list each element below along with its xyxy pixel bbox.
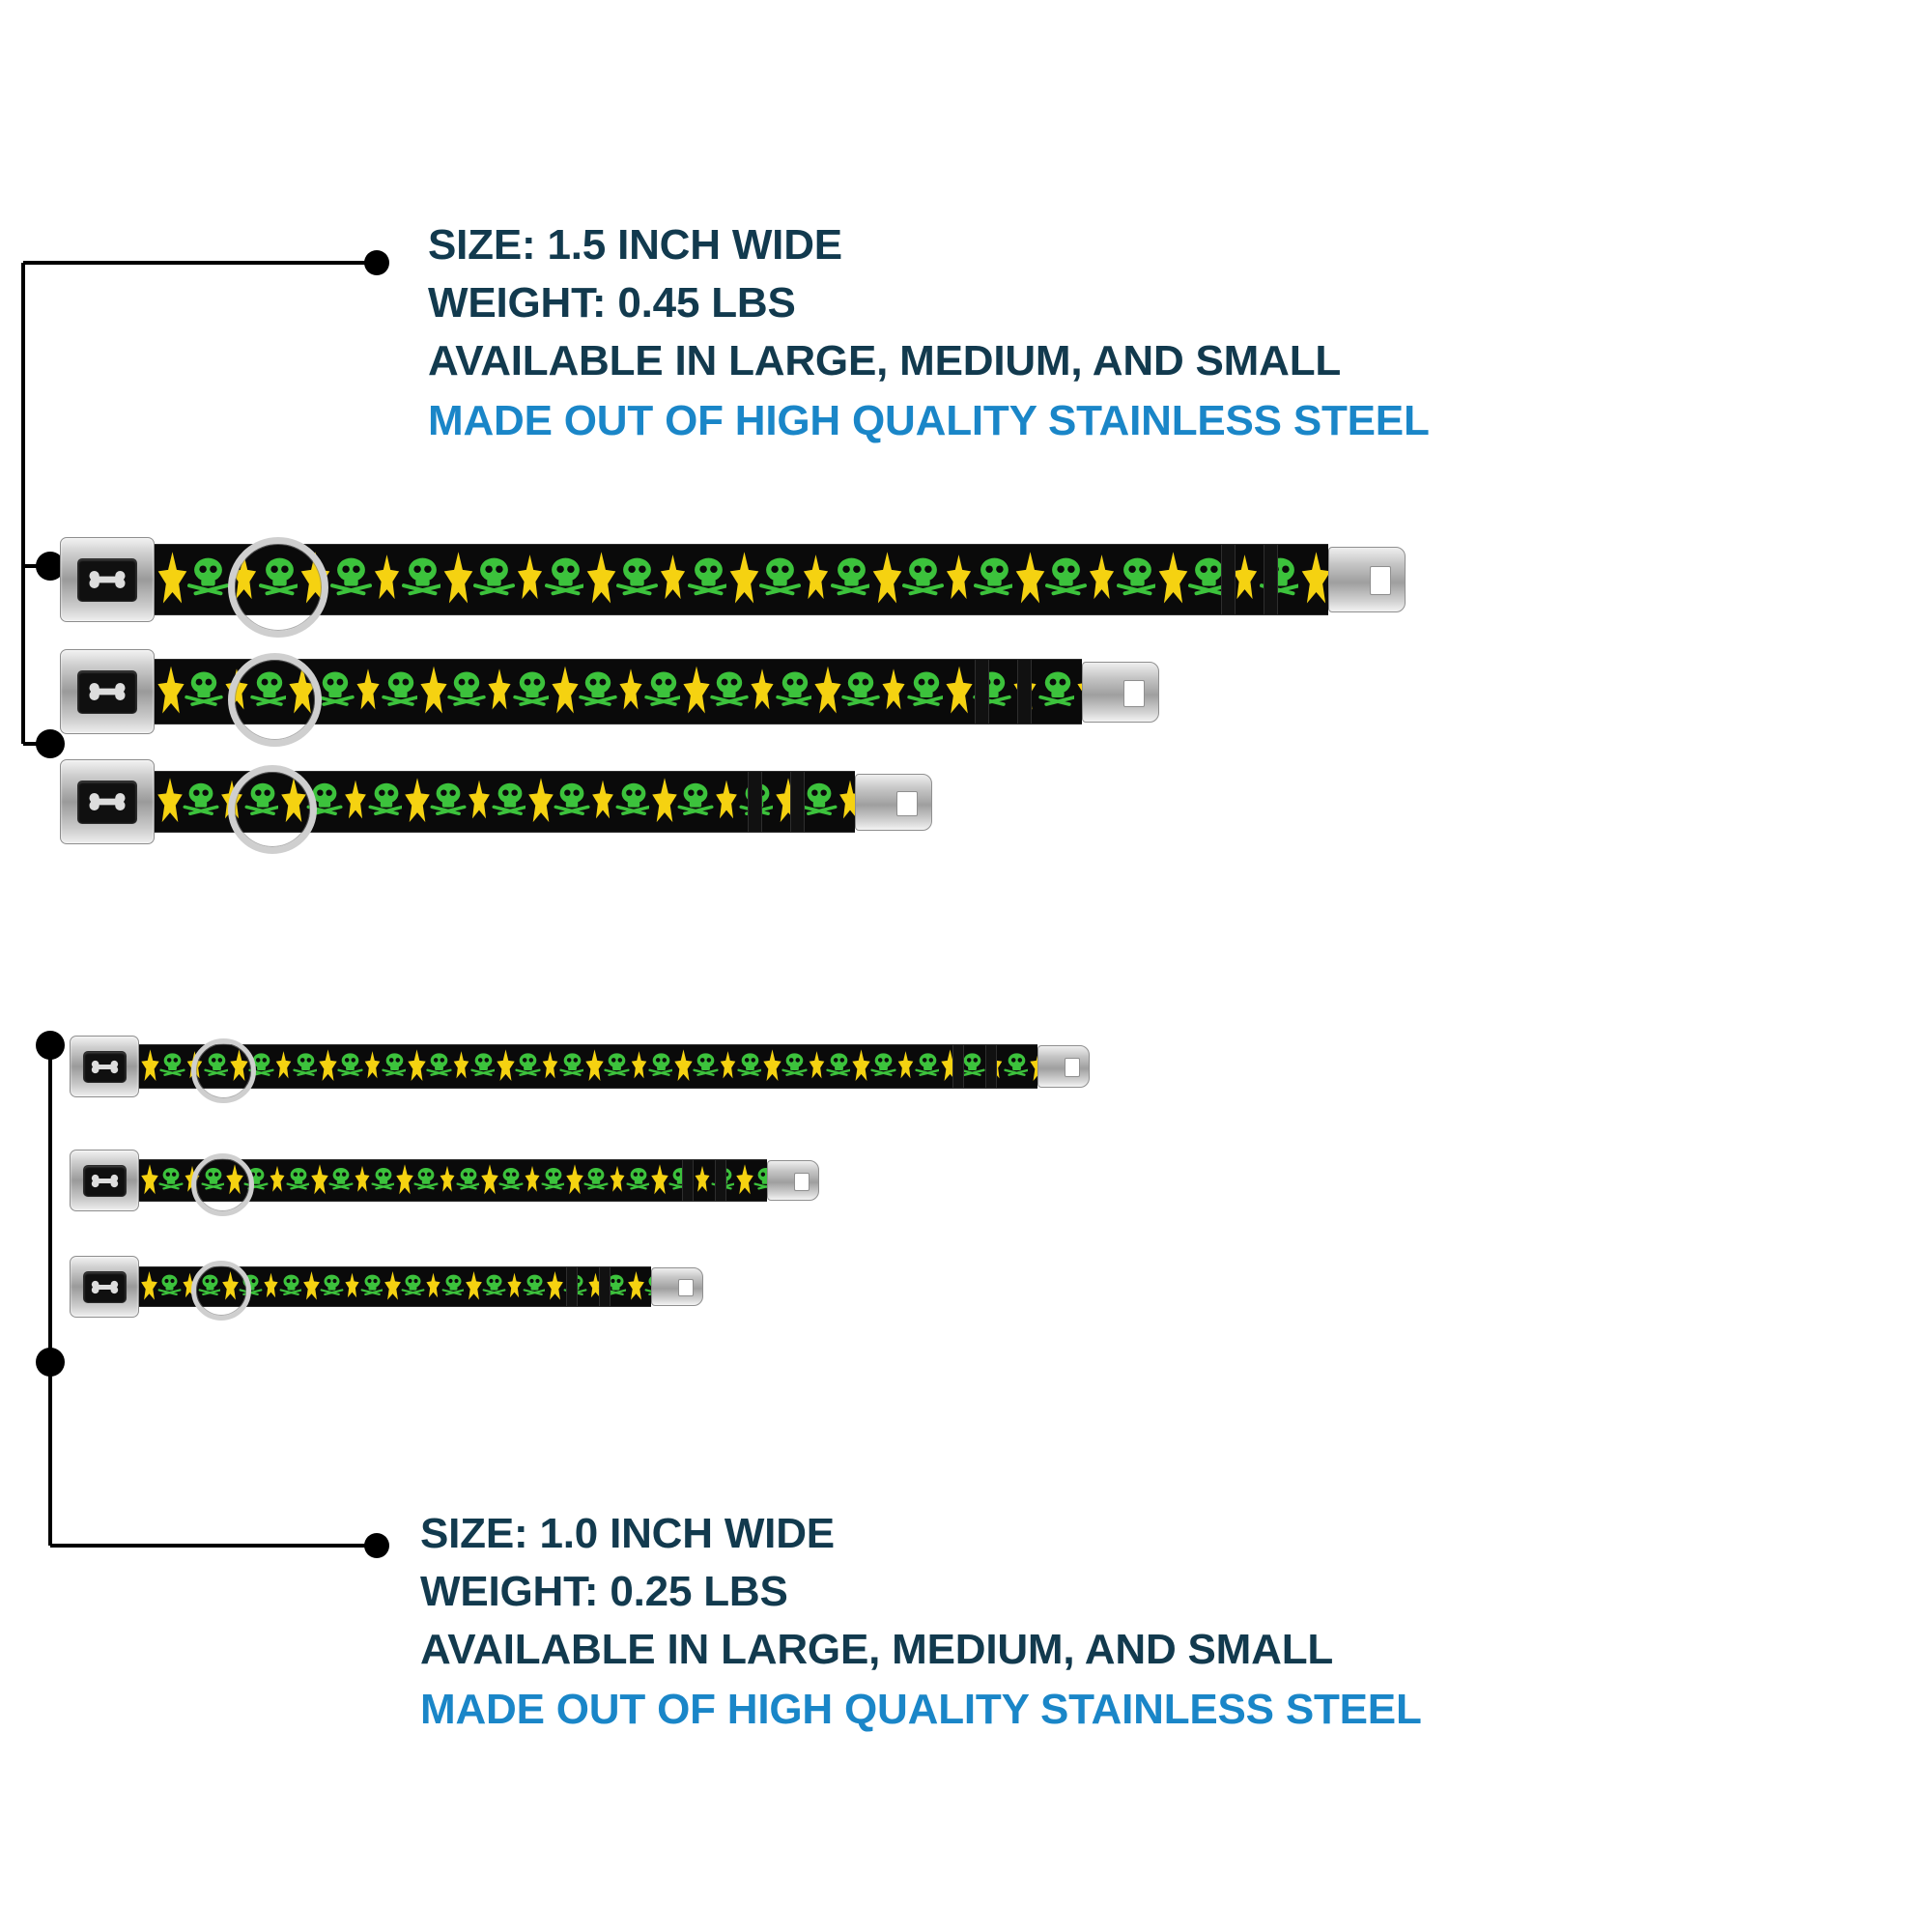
metal-tongue-icon[interactable]: [1082, 662, 1159, 723]
callout-top-weight: WEIGHT: 0.45 LBS: [428, 278, 796, 327]
strap-keeper[interactable]: [1264, 544, 1278, 615]
bone-icon: [77, 670, 137, 714]
tongue-slot: [1123, 680, 1145, 707]
callout-top-availability: AVAILABLE IN LARGE, MEDIUM, AND SMALL: [428, 336, 1342, 384]
leader-dot-icon: [364, 1533, 389, 1558]
strap-keeper[interactable]: [715, 1159, 726, 1202]
collar-1-5-inch-wide-small[interactable]: [60, 759, 932, 844]
bone-icon: [77, 558, 137, 602]
bone-icon: [83, 1271, 127, 1303]
callout-bottom-material: MADE OUT OF HIGH QUALITY STAINLESS STEEL: [420, 1685, 1422, 1733]
strap-keeper[interactable]: [1221, 544, 1236, 615]
metal-tongue-icon[interactable]: [767, 1160, 819, 1201]
d-ring-icon[interactable]: [191, 1261, 251, 1321]
collar-1-0-inch-wide-large[interactable]: [70, 1036, 1090, 1097]
strap-keeper[interactable]: [599, 1266, 611, 1307]
callout-top-material: MADE OUT OF HIGH QUALITY STAINLESS STEEL: [428, 396, 1430, 444]
seatbelt-buckle[interactable]: [60, 649, 155, 734]
leader-dot-icon: [36, 1348, 65, 1377]
metal-tongue-icon[interactable]: [1328, 547, 1406, 612]
collar-strap-large[interactable]: [139, 1044, 1037, 1089]
collar-strap-large[interactable]: [155, 544, 1328, 615]
metal-tongue-icon[interactable]: [651, 1267, 703, 1306]
d-ring-icon[interactable]: [228, 653, 322, 747]
bone-icon: [83, 1165, 127, 1197]
tongue-slot: [678, 1279, 694, 1296]
strap-keeper[interactable]: [975, 659, 989, 724]
callout-bottom-size: SIZE: 1.0 INCH WIDE: [420, 1510, 835, 1557]
d-ring-icon[interactable]: [191, 1153, 254, 1216]
callout-bottom-availability: AVAILABLE IN LARGE, MEDIUM, AND SMALL: [420, 1625, 1334, 1673]
strap-keeper[interactable]: [748, 771, 762, 833]
collar-1-5-inch-wide-medium[interactable]: [60, 649, 1159, 734]
skull-and-star-pattern: [155, 545, 1328, 614]
strap-keeper[interactable]: [952, 1044, 964, 1089]
seatbelt-buckle[interactable]: [60, 759, 155, 844]
d-ring-icon[interactable]: [228, 537, 328, 638]
d-ring-icon[interactable]: [191, 1038, 256, 1103]
bone-icon: [77, 781, 137, 824]
d-ring-icon[interactable]: [228, 765, 317, 854]
callout-top-size: SIZE: 1.5 INCH WIDE: [428, 221, 842, 269]
tongue-slot: [1370, 566, 1391, 595]
callout-text-bottom: [420, 1509, 1422, 1735]
tongue-slot: [1065, 1058, 1080, 1077]
metal-tongue-icon[interactable]: [855, 774, 932, 831]
strap-keeper[interactable]: [985, 1044, 997, 1089]
collar-1-0-inch-wide-medium[interactable]: [70, 1150, 819, 1211]
collar-1-5-inch-wide-large[interactable]: [60, 537, 1406, 622]
callout-text-top: [428, 220, 1430, 446]
seatbelt-buckle[interactable]: [70, 1256, 139, 1318]
seatbelt-buckle[interactable]: [70, 1150, 139, 1211]
strap-keeper[interactable]: [566, 1266, 578, 1307]
seatbelt-buckle[interactable]: [60, 537, 155, 622]
tongue-slot: [794, 1173, 810, 1191]
strap-keeper[interactable]: [1017, 659, 1032, 724]
bone-icon: [83, 1051, 127, 1083]
skull-and-star-pattern: [139, 1045, 1037, 1088]
leader-dot-icon: [364, 250, 389, 275]
strap-keeper[interactable]: [790, 771, 805, 833]
strap-keeper[interactable]: [682, 1159, 694, 1202]
metal-tongue-icon[interactable]: [1037, 1045, 1090, 1088]
callout-bottom-weight: WEIGHT: 0.25 LBS: [420, 1567, 788, 1615]
collar-1-0-inch-wide-small[interactable]: [70, 1256, 703, 1318]
leader-dot-icon: [36, 1031, 65, 1060]
tongue-slot: [896, 791, 918, 816]
seatbelt-buckle[interactable]: [70, 1036, 139, 1097]
